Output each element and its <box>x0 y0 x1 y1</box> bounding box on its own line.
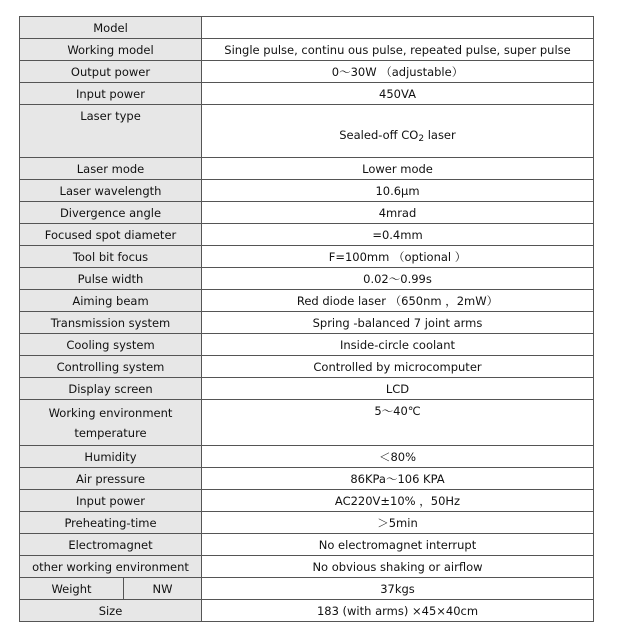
table-row <box>20 61 594 83</box>
row-value-display-screen: LCD <box>202 378 594 400</box>
row-value-aiming-beam: Red diode laser （650nm ，2mW） <box>202 290 594 312</box>
table-row <box>20 105 594 158</box>
row-label-laser-wavelength: Laser wavelength <box>20 180 202 202</box>
table-row <box>20 39 594 61</box>
row-label-laser-mode: Laser mode <box>20 158 202 180</box>
table-row <box>20 378 594 400</box>
row-label-size: Size <box>20 600 202 622</box>
row-label-model: Model <box>20 17 202 39</box>
row-label-laser-type: Laser type <box>20 105 202 158</box>
row-value-laser-wavelength: 10.6μm <box>202 180 594 202</box>
row-value-tool-bit-focus: F=100mm （optional ） <box>202 246 594 268</box>
row-value-transmission-system: Spring -balanced 7 joint arms <box>202 312 594 334</box>
table-row <box>20 246 594 268</box>
table-row <box>20 312 594 334</box>
row-label-focused-spot-diameter: Focused spot diameter <box>20 224 202 246</box>
table-row <box>20 556 594 578</box>
table-row <box>20 534 594 556</box>
table-row <box>20 446 594 468</box>
row-label-preheating-time: Preheating-time <box>20 512 202 534</box>
row-value-divergence-angle: 4mrad <box>202 202 594 224</box>
row-label-cooling-system: Cooling system <box>20 334 202 356</box>
laser-type-text: Sealed-off CO <box>339 128 419 142</box>
row-value-input-power-supply: AC220V±10% ，50Hz <box>202 490 594 512</box>
row-label-transmission-system: Transmission system <box>20 312 202 334</box>
table-row <box>20 268 594 290</box>
row-value-focused-spot-diameter: =0.4mm <box>202 224 594 246</box>
table-row <box>20 490 594 512</box>
row-value-controlling-system: Controlled by microcomputer <box>202 356 594 378</box>
specification-table <box>19 16 594 622</box>
laser-type-subscript: 2 <box>418 134 425 144</box>
table-row <box>20 334 594 356</box>
row-value-air-pressure: 86KPa～106 KPA <box>202 468 594 490</box>
table-row <box>20 600 594 622</box>
row-label-controlling-system: Controlling system <box>20 356 202 378</box>
row-label-input-power: Input power <box>20 83 202 105</box>
row-value-size: 183 (with arms) ×45×40cm <box>202 600 594 622</box>
row-label-aiming-beam: Aiming beam <box>20 290 202 312</box>
row-value-electromagnet: No electromagnet interrupt <box>202 534 594 556</box>
row-value-working-model: Single pulse, continu ous pulse, repeated pulse, super pulse <box>202 39 594 61</box>
table-row <box>20 468 594 490</box>
table-row <box>20 290 594 312</box>
row-label-tool-bit-focus: Tool bit focus <box>20 246 202 268</box>
row-label-output-power: Output power <box>20 61 202 83</box>
row-value-laser-mode: Lower mode <box>202 158 594 180</box>
row-value-weight: 37kgs <box>202 578 594 600</box>
table-row <box>20 17 594 39</box>
table-row <box>20 180 594 202</box>
row-value-humidity: ＜80% <box>202 446 594 468</box>
row-value-pulse-width: 0.02～0.99s <box>202 268 594 290</box>
row-value-working-environment-temperature: 5～40℃ <box>202 400 594 446</box>
row-label-working-model: Working model <box>20 39 202 61</box>
row-value-preheating-time: ＞5min <box>202 512 594 534</box>
row-sublabel-nw: NW <box>124 578 202 600</box>
row-value-output-power: 0～30W （adjustable） <box>202 61 594 83</box>
row-label-display-screen: Display screen <box>20 378 202 400</box>
row-value-cooling-system: Inside-circle coolant <box>202 334 594 356</box>
table-row <box>20 400 594 446</box>
row-value-laser-type <box>202 105 594 158</box>
row-label-input-power-supply: Input power <box>20 490 202 512</box>
row-label-electromagnet: Electromagnet <box>20 534 202 556</box>
table-row <box>20 224 594 246</box>
row-value-model <box>202 17 594 39</box>
table-row <box>20 202 594 224</box>
row-value-other-working-environment: No obvious shaking or airflow <box>202 556 594 578</box>
row-value-input-power: 450VA <box>202 83 594 105</box>
row-label-divergence-angle: Divergence angle <box>20 202 202 224</box>
row-label-weight: Weight <box>20 578 124 600</box>
table-row <box>20 356 594 378</box>
row-label-air-pressure: Air pressure <box>20 468 202 490</box>
table-row <box>20 578 594 600</box>
table-row <box>20 512 594 534</box>
row-label-humidity: Humidity <box>20 446 202 468</box>
laser-type-suffix: laser <box>424 128 456 142</box>
row-label-other-working-environment: other working environment <box>20 556 202 578</box>
table-row <box>20 158 594 180</box>
row-label-working-environment-temperature: Working environment temperature <box>20 400 202 446</box>
table-row <box>20 83 594 105</box>
row-label-pulse-width: Pulse width <box>20 268 202 290</box>
